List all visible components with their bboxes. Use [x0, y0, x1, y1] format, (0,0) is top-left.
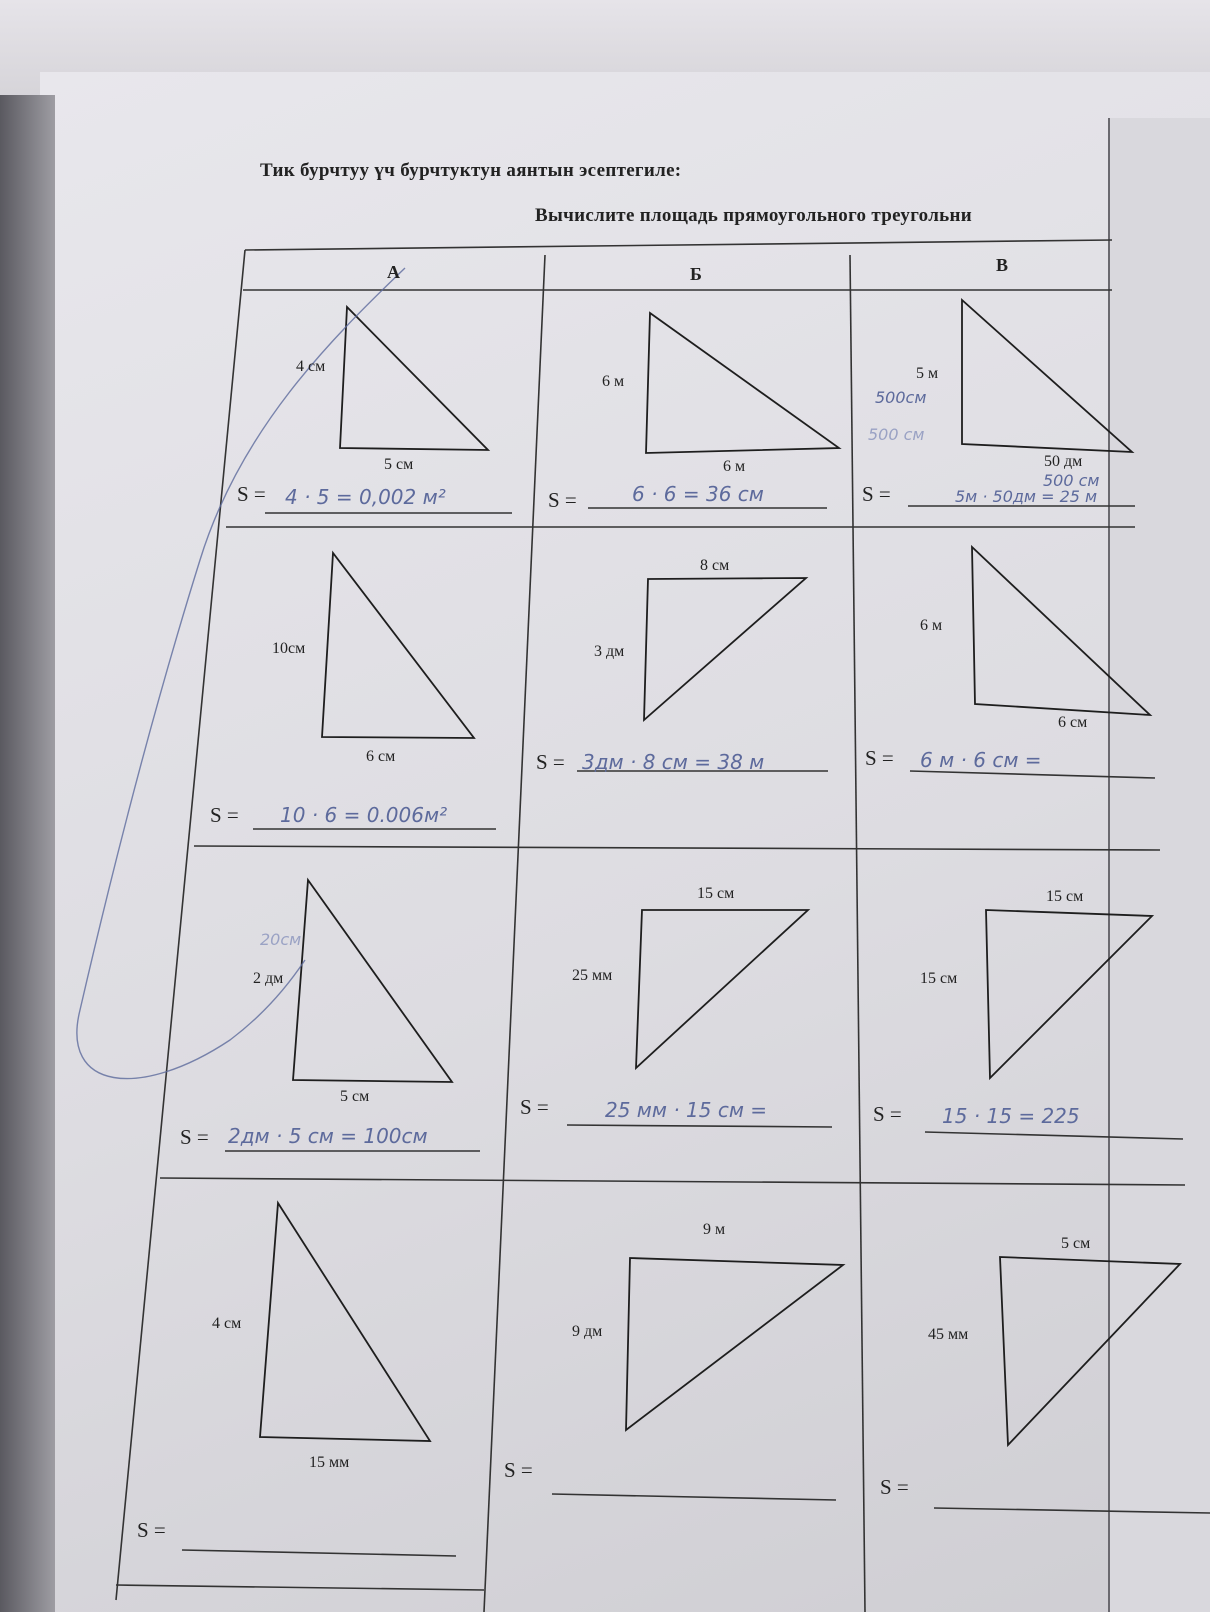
area-label-r4a: S =	[137, 1518, 166, 1542]
area-label-r2c: S =	[865, 746, 894, 770]
leg-vertical-r2a: 10см	[272, 640, 306, 657]
leg-vertical-r4b: 9 дм	[572, 1323, 603, 1340]
leg-horizontal-r4a: 15 мм	[309, 1454, 350, 1471]
area-label-r1a: S =	[237, 482, 266, 506]
triangle-r3c	[986, 910, 1152, 1078]
triangle-r1b	[646, 313, 839, 453]
triangle-r2a	[322, 553, 474, 738]
answer-table-grid	[116, 240, 1185, 1612]
note-r1c-3: 500 см	[1043, 471, 1100, 490]
leg-vertical-r3c: 15 см	[920, 970, 958, 987]
answer-lines	[182, 506, 1210, 1556]
leg-vertical-r3a: 2 дм	[253, 970, 284, 987]
area-label-r3a: S =	[180, 1125, 209, 1149]
answer-r1b: 6 · 6 = 36 см	[632, 482, 764, 506]
triangle-r4a	[260, 1203, 430, 1441]
answer-r1c: 5м · 50дм = 25 м	[955, 487, 1098, 506]
leg-vertical-r2c: 6 м	[920, 617, 943, 634]
leg-horizontal-r2b: 8 см	[700, 557, 730, 574]
leg-vertical-r4c: 45 мм	[928, 1326, 969, 1343]
area-label-r2b: S =	[536, 750, 565, 774]
triangle-r3a	[293, 880, 452, 1082]
triangle-r3b	[636, 910, 808, 1068]
leg-horizontal-r1c: 50 дм	[1044, 453, 1083, 470]
column-header-b: Б	[690, 264, 702, 284]
leg-vertical-r2b: 3 дм	[594, 643, 625, 660]
leg-horizontal-r3c: 15 см	[1046, 888, 1084, 905]
leg-vertical-r1c: 5 м	[916, 365, 939, 382]
area-label-r4b: S =	[504, 1458, 533, 1482]
area-label-r1b: S =	[548, 488, 577, 512]
answer-r3a: 2дм · 5 см = 100см	[228, 1124, 428, 1148]
leg-vertical-r1b: 6 м	[602, 373, 625, 390]
answer-r2a: 10 · 6 = 0.006м²	[280, 803, 448, 827]
answer-r2b: 3дм · 8 см = 38 м	[582, 750, 765, 774]
leg-horizontal-r4c: 5 см	[1061, 1235, 1091, 1252]
leg-horizontal-r2a: 6 см	[366, 748, 396, 765]
leg-horizontal-r1b: 6 м	[723, 458, 746, 475]
answer-r3b: 25 мм · 15 см =	[605, 1098, 768, 1122]
triangle-r1c	[962, 300, 1132, 452]
area-label-r3c: S =	[873, 1102, 902, 1126]
leg-horizontal-r2c: 6 см	[1058, 714, 1088, 731]
triangle-r2c	[972, 547, 1150, 715]
leg-vertical-r1a: 4 см	[296, 358, 326, 375]
answer-r3c: 15 · 15 = 225	[942, 1104, 1080, 1128]
triangle-r2b	[644, 578, 806, 720]
leg-vertical-r4a: 4 см	[212, 1315, 242, 1332]
answer-r1a: 4 · 5 = 0,002 м²	[285, 485, 446, 509]
triangle-r4c	[1000, 1257, 1180, 1445]
triangle-r1a	[340, 307, 488, 450]
column-header-a: А	[387, 262, 400, 282]
column-header-c: В	[996, 255, 1009, 275]
area-label-r4c: S =	[880, 1475, 909, 1499]
area-label-r1c: S =	[862, 482, 891, 506]
leg-horizontal-r3b: 15 см	[697, 885, 735, 902]
area-label-r2a: S =	[210, 803, 239, 827]
note-r3a: 20см	[260, 930, 302, 949]
leg-horizontal-r3a: 5 см	[340, 1088, 370, 1105]
area-label-r3b: S =	[520, 1095, 549, 1119]
leg-vertical-r3b: 25 мм	[572, 967, 613, 984]
answer-r2c: 6 м · 6 см =	[920, 748, 1042, 772]
leg-horizontal-r4b: 9 м	[703, 1221, 726, 1238]
title-kyrgyz: Тик бурчтуу үч бурчтуктун аянтын эсептегиле:	[260, 160, 682, 181]
title-russian: Вычислите площадь прямоугольного треугольни	[535, 205, 973, 226]
pencil-loop-mark	[77, 268, 405, 1079]
note-r1c-2: 500 см	[868, 425, 925, 444]
note-r1c-1: 500см	[875, 388, 927, 407]
triangle-r4b	[626, 1258, 843, 1430]
leg-horizontal-r1a: 5 см	[384, 456, 414, 473]
